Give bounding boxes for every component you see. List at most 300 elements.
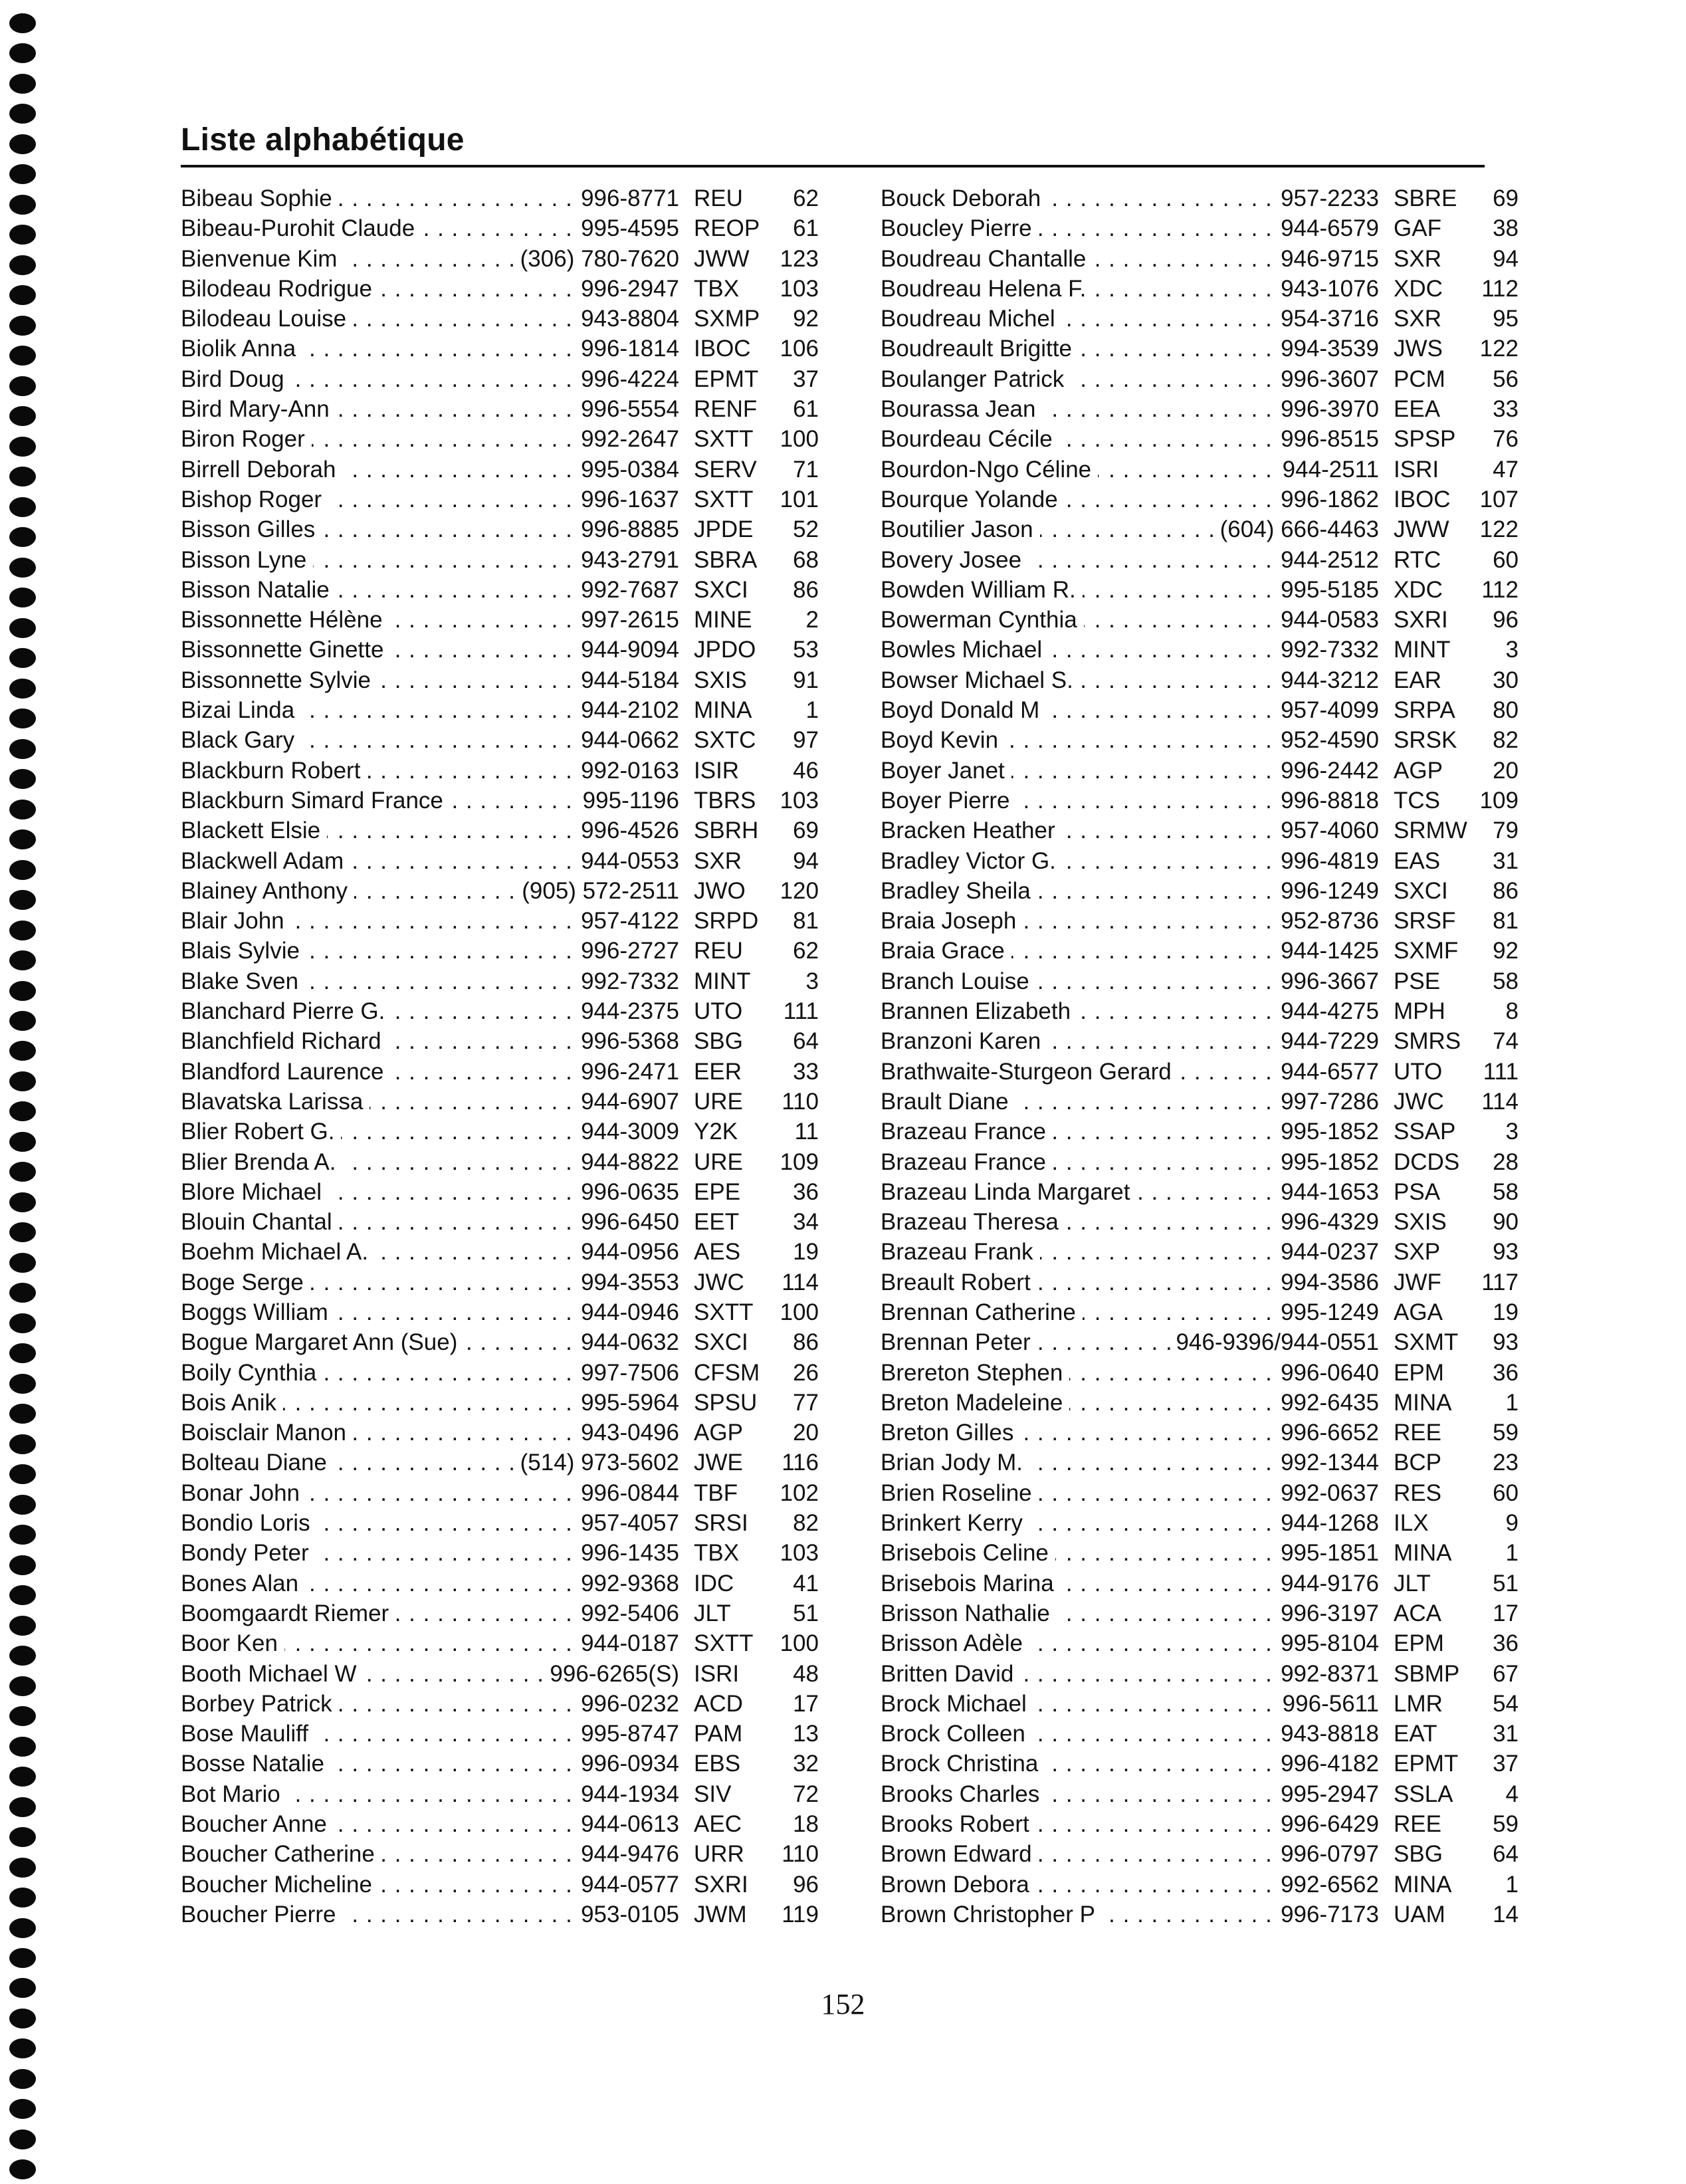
entry-name-text: Bilodeau Rodrigue [181, 276, 379, 302]
entry-name-text: Bones Alan [181, 1571, 305, 1596]
entry-code: SXP [1394, 1239, 1441, 1265]
entry-phone: 995-4595 [576, 213, 685, 243]
entry-name-text: Bogue Margaret Ann (Sue) [181, 1329, 464, 1355]
entry-code: SERV [694, 456, 757, 483]
entry-code: LMR [1394, 1690, 1443, 1717]
entry-number: 3 [1505, 637, 1519, 663]
entry-name-text: Bonar John [181, 1480, 306, 1506]
directory-entry [881, 1478, 1519, 1508]
entry-phone: 994-3539 [1275, 334, 1384, 364]
entry-code: SRMW [1394, 818, 1467, 844]
entry-name-text: Boge Serge [181, 1269, 310, 1295]
entry-code: EAT [1394, 1721, 1437, 1747]
directory-entry [181, 1659, 819, 1689]
entry-name-text: Bibeau-Purohit Claude [181, 215, 421, 241]
entry-code: SBG [1394, 1841, 1443, 1868]
entry-number: 61 [793, 215, 819, 242]
entry-code: MINA [1394, 1389, 1452, 1416]
entry-number: 68 [793, 546, 819, 573]
entry-name [181, 876, 516, 906]
binding-hole [9, 950, 36, 970]
entry-name-text: Bowden William R. [881, 577, 1083, 603]
entry-code: UTO [1394, 1058, 1443, 1085]
directory-entry [881, 996, 1519, 1026]
entry-number: 17 [793, 1690, 819, 1717]
entry-name [881, 1809, 1275, 1839]
entry-phone: 944-8822 [576, 1147, 685, 1177]
entry-number: 103 [780, 275, 819, 302]
binding-hole [9, 1434, 36, 1454]
entry-code: SXTT [694, 1630, 754, 1657]
entry-number: 94 [793, 847, 819, 874]
entry-code: RENF [694, 396, 758, 423]
entry-name [181, 1177, 576, 1207]
directory-entry [881, 1267, 1519, 1297]
entry-code: SXCI [694, 1329, 748, 1356]
entry-name-text: Boomgaardt Riemer [181, 1600, 395, 1626]
directory-entry [181, 756, 819, 786]
binding-hole [9, 1313, 36, 1333]
entry-name-text: Bishop Roger [181, 487, 328, 512]
entry-name-text: Bilodeau Louise [181, 306, 353, 332]
entry-number: 17 [1493, 1600, 1519, 1626]
entry-phone: 996-0934 [576, 1749, 685, 1779]
entry-name-text: Bizai Linda [181, 697, 301, 723]
entry-name [881, 1026, 1275, 1056]
entry-number: 79 [1493, 818, 1519, 844]
entry-number: 120 [780, 877, 819, 904]
binding-hole [9, 13, 36, 33]
entry-code: ACD [694, 1690, 743, 1717]
directory-entry [181, 966, 819, 996]
entry-name [881, 1297, 1275, 1327]
entry-number: 61 [793, 396, 819, 423]
entry-name [181, 816, 576, 845]
entry-number: 86 [793, 1329, 819, 1356]
entry-phone: 995-2947 [1275, 1779, 1384, 1809]
entry-name [181, 244, 515, 274]
entry-number: 18 [793, 1811, 819, 1838]
entry-name-text: Blais Sylvie [181, 938, 306, 964]
directory-entry [881, 1448, 1519, 1477]
binding-hole [9, 1918, 36, 1938]
entry-name-text: Brisson Adèle [881, 1630, 1029, 1656]
binding-hole [9, 406, 36, 426]
directory-entry [181, 575, 819, 605]
entry-code: GAF [1394, 215, 1441, 242]
entry-number: 112 [1481, 576, 1519, 603]
binding-hole [9, 134, 36, 154]
entry-name [181, 936, 576, 966]
directory-entry [181, 1207, 819, 1237]
entry-number: 26 [793, 1359, 819, 1386]
entry-name [181, 1026, 576, 1056]
directory-entry [881, 876, 1519, 906]
entry-code: EPE [694, 1178, 741, 1205]
entry-name [881, 394, 1275, 424]
entry-code: SXCI [694, 576, 748, 603]
directory-entry [881, 1569, 1519, 1598]
entry-number: 100 [780, 1299, 819, 1325]
entry-name [881, 816, 1275, 845]
entry-name [881, 1267, 1275, 1297]
directory-entry [881, 756, 1519, 786]
entry-name-text: Bissonnette Sylvie [181, 667, 377, 693]
entry-phone: 944-9476 [576, 1839, 685, 1869]
entry-code: TBRS [694, 787, 756, 814]
entry-name [181, 605, 576, 635]
entry-name-text: Blavatska Larissa [181, 1089, 369, 1115]
entry-number: 64 [793, 1028, 819, 1055]
entry-phone: 996-4182 [1275, 1749, 1384, 1779]
directory-entry [181, 514, 819, 544]
entry-code: JWO [694, 877, 746, 904]
entry-name [881, 605, 1275, 635]
entry-name [881, 545, 1275, 575]
binding-hole [9, 829, 36, 849]
entry-name-text: Black Gary [181, 727, 301, 753]
entry-name-text: Bisson Gilles [181, 516, 322, 542]
entry-code: EER [694, 1058, 742, 1085]
directory-entry [881, 816, 1519, 845]
entry-name-text: Bird Mary-Ann [181, 396, 336, 422]
entry-code: REU [694, 938, 743, 964]
entry-number: 123 [780, 245, 819, 272]
entry-code: SXR [694, 847, 742, 874]
entry-name [881, 1719, 1275, 1749]
entry-code: TCS [1394, 787, 1440, 814]
entry-phone: 996-8885 [576, 514, 685, 544]
entry-name [881, 1448, 1275, 1477]
entry-number: 103 [780, 1540, 819, 1567]
entry-name [881, 1689, 1277, 1719]
directory-entry [181, 1569, 819, 1598]
entry-code: SRPA [1394, 697, 1455, 724]
entry-number: 46 [793, 757, 819, 784]
binding-hole [9, 1222, 36, 1242]
entry-number: 110 [782, 1841, 819, 1868]
entry-number: 36 [1493, 1359, 1519, 1386]
directory-entry [181, 1087, 819, 1117]
directory-entry [881, 1839, 1519, 1869]
entry-name [881, 1207, 1275, 1237]
entry-code: IBOC [694, 336, 751, 362]
entry-name-text: Boyd Kevin [881, 727, 1005, 753]
directory-entry [181, 1026, 819, 1056]
entry-number: 58 [1493, 968, 1519, 994]
entry-phone: 944-1934 [576, 1779, 685, 1809]
entry-code: URR [694, 1841, 744, 1868]
entry-phone: 992-0163 [576, 756, 685, 786]
entry-phone: 996-0635 [576, 1177, 685, 1207]
entry-code: JWW [694, 245, 750, 272]
left-column [181, 183, 819, 1929]
entry-name-text: Boyd Donald M [881, 697, 1046, 723]
entry-number: 52 [793, 516, 819, 543]
entry-code: SMRS [1394, 1028, 1461, 1055]
entry-code: SRSI [694, 1510, 748, 1537]
binding-hole [9, 860, 36, 880]
entry-name [181, 906, 576, 936]
entry-name-text: Bourque Yolande [881, 487, 1065, 512]
entry-phone: 952-4590 [1275, 725, 1384, 755]
directory-entry [881, 725, 1519, 755]
entry-phone: 944-6907 [576, 1087, 685, 1117]
entry-phone: (306) 780-7620 [515, 244, 685, 274]
entry-name [181, 485, 576, 514]
entry-code: EAR [1394, 667, 1441, 693]
binding-hole [9, 618, 36, 638]
entry-name [881, 1839, 1275, 1869]
entry-phone: 996-6450 [576, 1207, 685, 1237]
binding-hole [9, 1646, 36, 1666]
entry-phone: 944-0946 [576, 1297, 685, 1327]
binding-hole [9, 225, 36, 245]
directory-entry [881, 695, 1519, 725]
binding-hole [9, 1192, 36, 1212]
entry-number: 109 [780, 1148, 819, 1175]
binding-hole [9, 1948, 36, 1968]
entry-name [881, 996, 1275, 1026]
entry-name [181, 424, 576, 454]
entry-code: SSAP [1394, 1119, 1456, 1145]
entry-name-text: Boudreau Helena F. [881, 276, 1093, 302]
directory-entry [881, 1598, 1519, 1628]
binding-hole [9, 497, 36, 517]
entry-number: 74 [1493, 1028, 1519, 1055]
entry-name-text: Boudreau Michel [881, 306, 1062, 332]
entry-name-text: Bowles Michael [881, 637, 1049, 663]
entry-name-text: Braia Joseph [881, 908, 1023, 934]
entry-phone: 996-8771 [576, 183, 685, 213]
entry-phone: 944-2511 [1277, 455, 1384, 485]
directory-entry [881, 244, 1519, 274]
directory-entry [181, 1689, 819, 1719]
entry-number: 93 [1493, 1329, 1519, 1356]
binding-hole [9, 1041, 36, 1061]
entry-code: SBRH [694, 818, 759, 844]
entry-phone: 944-9176 [1275, 1569, 1384, 1598]
directory-entry [181, 1839, 819, 1869]
entry-name [181, 183, 576, 213]
entry-name-text: Blair John [181, 908, 291, 934]
entry-number: 62 [793, 938, 819, 964]
entry-name [181, 1327, 576, 1357]
entry-phone: 995-1249 [1275, 1297, 1384, 1327]
entry-code: REE [1394, 1811, 1441, 1838]
binding-hole [9, 648, 36, 668]
entry-name [881, 695, 1275, 725]
entry-name [881, 1779, 1275, 1809]
entry-name [181, 1087, 576, 1117]
entry-number: 59 [1493, 1811, 1519, 1838]
entry-code: XDC [1394, 275, 1443, 302]
entry-name-text: Brennan Catherine [881, 1299, 1083, 1325]
entry-code: SSLA [1394, 1781, 1453, 1807]
spiral-binding [9, 13, 36, 2180]
entry-number: 94 [1493, 245, 1519, 272]
binding-hole [9, 1374, 36, 1394]
entry-phone: (514) 973-5602 [515, 1448, 685, 1477]
entry-code: Y2K [694, 1119, 738, 1145]
entry-number: 11 [794, 1119, 819, 1145]
directory-entry [881, 1659, 1519, 1689]
entry-name [881, 635, 1275, 665]
directory-entry [881, 364, 1519, 394]
entry-name-text: Brisebois Marina [881, 1571, 1061, 1596]
entry-name [881, 936, 1275, 966]
directory-entry [181, 455, 819, 485]
entry-code: DCDS [1394, 1148, 1460, 1175]
entry-number: 2 [805, 607, 819, 633]
entry-code: SRSK [1394, 727, 1457, 754]
entry-phone: 996-5554 [576, 394, 685, 424]
directory-entry [881, 1147, 1519, 1177]
directory-entry [181, 304, 819, 334]
entry-phone: 944-1653 [1275, 1177, 1384, 1207]
entry-code: PCM [1394, 366, 1445, 392]
entry-name [881, 1628, 1275, 1658]
directory-entry [881, 1237, 1519, 1267]
entry-name [881, 244, 1275, 274]
entry-code: JWF [1394, 1269, 1441, 1295]
entry-name-text: Boulanger Patrick [881, 366, 1071, 392]
entry-phone: 957-4060 [1275, 816, 1384, 845]
entry-phone: 996-6652 [1275, 1418, 1384, 1448]
entry-phone: 995-1196 [578, 786, 685, 816]
entry-code: MPH [1394, 998, 1445, 1025]
entry-name [881, 485, 1275, 514]
entry-code: SRPD [694, 908, 759, 934]
entry-number: 60 [1493, 1479, 1519, 1506]
entry-phone: 944-4275 [1275, 996, 1384, 1026]
entry-code: EPMT [694, 366, 759, 392]
binding-hole [9, 2069, 36, 2089]
entry-name-text: Boily Cynthia [181, 1360, 323, 1386]
directory-entry [881, 394, 1519, 424]
entry-phone: 996-5611 [1277, 1689, 1384, 1719]
entry-name-text: Bracken Heather [881, 818, 1062, 843]
directory-entry [881, 545, 1519, 575]
entry-code: SPSP [1394, 426, 1456, 453]
entry-name-text: Brennan Peter [881, 1329, 1037, 1355]
entry-name-text: Biolik Anna [181, 336, 302, 362]
entry-name [181, 1628, 576, 1658]
entry-phone: 992-7332 [1275, 635, 1384, 665]
entry-name [181, 1388, 576, 1418]
binding-hole [9, 588, 36, 607]
directory-entry [881, 1358, 1519, 1388]
entry-name [881, 1087, 1275, 1117]
directory-entry [181, 816, 819, 845]
directory-entry [181, 1147, 819, 1177]
entry-code: PSA [1394, 1178, 1441, 1205]
entry-number: 28 [1493, 1148, 1519, 1175]
entry-number: 19 [793, 1239, 819, 1265]
entry-name-text: Bowerman Cynthia [881, 607, 1084, 633]
entry-name [181, 274, 576, 304]
directory-entry [881, 1508, 1519, 1538]
entry-name [881, 1388, 1275, 1418]
entry-phone: 944-1425 [1275, 936, 1384, 966]
entry-name-text: Brereton Stephen [881, 1360, 1069, 1386]
directory-entry [181, 1900, 819, 1929]
entry-phone: 996-3667 [1275, 966, 1384, 996]
entry-code: JPDE [694, 516, 754, 543]
directory-entry [881, 1628, 1519, 1658]
entry-name-text: Blainey Anthony [181, 878, 354, 904]
entry-name [181, 1237, 576, 1267]
entry-name [181, 1538, 576, 1568]
entry-phone: 944-7229 [1275, 1026, 1384, 1056]
entry-number: 1 [1505, 1871, 1519, 1898]
entry-phone: 992-0637 [1275, 1478, 1384, 1508]
entry-name [881, 906, 1275, 936]
entry-phone: 995-5185 [1275, 575, 1384, 605]
entry-name [881, 1358, 1275, 1388]
entry-name [181, 334, 576, 364]
entry-code: JWE [694, 1450, 743, 1476]
entry-name [181, 1358, 576, 1388]
entry-name [881, 1057, 1275, 1087]
entry-name-text: Booth Michael W [181, 1661, 364, 1687]
entry-phone: 944-6579 [1275, 213, 1384, 243]
entry-name [181, 1809, 576, 1839]
entry-name-text: Brazeau Linda Margaret [881, 1179, 1137, 1205]
entry-phone: (905) 572-2511 [516, 876, 685, 906]
entry-phone: 996-0640 [1275, 1358, 1384, 1388]
entry-name-text: Blore Michael [181, 1179, 328, 1205]
entry-code: AEC [694, 1811, 742, 1838]
entry-code: EET [694, 1209, 740, 1236]
entry-code: SXIS [1394, 1209, 1447, 1236]
entry-name [181, 1719, 576, 1749]
entry-name-text: Bolteau Diane [181, 1450, 334, 1475]
entry-name-text: Bissonnette Ginette [181, 637, 390, 663]
entry-phone: 944-0613 [576, 1809, 685, 1839]
entry-phone: 992-9368 [576, 1569, 685, 1598]
entry-name-text: Brown Christopher P [881, 1902, 1102, 1927]
entry-phone: 946-9396/944-0551 [1170, 1327, 1384, 1357]
entry-phone: 953-0105 [576, 1900, 685, 1929]
entry-code: SXIS [694, 667, 747, 693]
entry-name [181, 966, 576, 996]
directory-entry [881, 846, 1519, 876]
entry-code: XDC [1394, 576, 1443, 603]
entry-code: EAS [1394, 847, 1441, 874]
entry-name-text: Bissonnette Hélène [181, 607, 389, 633]
binding-hole [9, 104, 36, 124]
directory-entry [881, 1809, 1519, 1839]
entry-number: 59 [1493, 1420, 1519, 1446]
binding-hole [9, 316, 36, 336]
entry-name [181, 1057, 576, 1087]
entry-number: 69 [1493, 185, 1519, 211]
entry-name-text: Boucher Anne [181, 1811, 334, 1837]
directory-entry [181, 996, 819, 1026]
entry-phone: 996-8515 [1275, 424, 1384, 454]
entry-name [881, 1327, 1170, 1357]
directory-entry [881, 1749, 1519, 1779]
directory-entry [881, 1418, 1519, 1448]
entry-name [181, 1117, 576, 1147]
entry-name-text: Breton Madeleine [881, 1390, 1069, 1416]
directory-entry [181, 424, 819, 454]
entry-name [181, 846, 576, 876]
directory-entry [181, 1267, 819, 1297]
entry-code: TBX [694, 1540, 740, 1567]
page-number: 152 [821, 1988, 865, 2020]
